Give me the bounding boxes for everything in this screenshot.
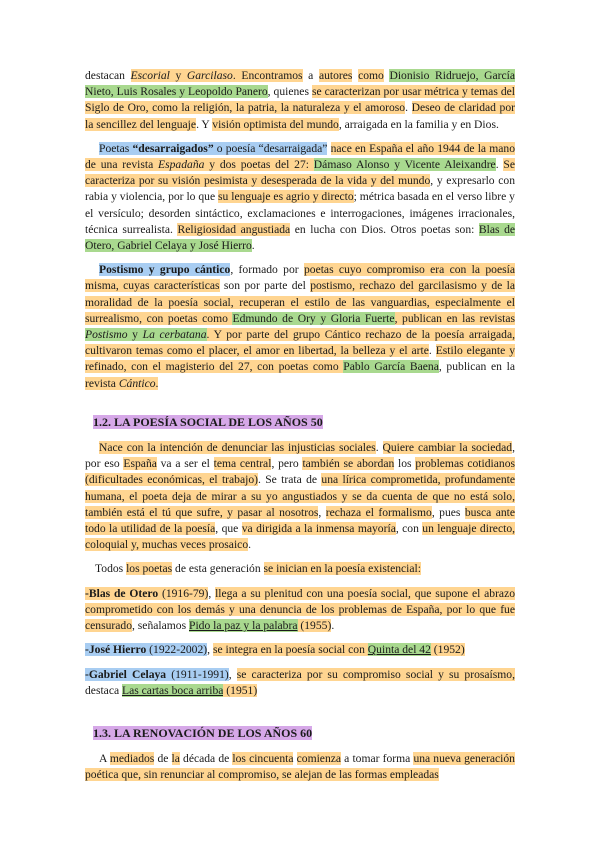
author-entry-jose-hierro <box>85 642 515 658</box>
heading-text: 1.2. LA POESÍA SOCIAL DE LOS AÑOS 50 <box>93 414 323 429</box>
highlight: Encontramos <box>241 69 303 82</box>
highlight: y dos poetas del 27: <box>204 158 314 172</box>
highlight: , publican en las revistas <box>394 311 515 325</box>
text: A <box>99 752 110 766</box>
text: . <box>170 222 178 236</box>
author-entry-blas-de-otero <box>85 586 515 635</box>
highlight: una nueva generación poética que, sin renunciar al compromiso, se alejan de las formas empleadas <box>85 752 515 782</box>
highlight: España <box>123 457 157 471</box>
work-title: Pido la paz y la palabra <box>189 619 298 633</box>
highlight-title-work: La cerbatana <box>142 328 207 342</box>
highlight: , rechazo del garcilasismo y de la moralidad de la poesía social, recuperan el estilo de las vanguardias, especialmente el surrealismo, con poetas como <box>85 279 515 325</box>
work-year: (1955) <box>297 619 332 633</box>
highlight: . <box>155 376 159 390</box>
paragraph-desarraigados <box>85 141 515 254</box>
highlight: comienza <box>296 752 342 766</box>
highlight: se caracterizan por usar métrica y temas del Siglo de Oro, como la religión, la patria, la naturaleza y el amoroso <box>85 85 515 115</box>
text: destaca <box>85 683 123 697</box>
text: en lucha con Dios. Otros poetas son: <box>290 222 479 236</box>
highlight-title-work: Postismo <box>85 328 128 342</box>
text: , señalamos <box>132 619 189 633</box>
highlight: y <box>169 69 187 82</box>
text: son por parte del <box>219 279 311 293</box>
highlight: revista <box>85 376 119 390</box>
work-year: (1952) <box>430 643 465 657</box>
highlight: Garcilaso <box>186 69 233 82</box>
author-name: -José Hierro <box>85 643 147 657</box>
text: , publican en la <box>438 360 515 374</box>
highlight: como <box>358 69 384 82</box>
paragraph-postismo <box>85 262 515 392</box>
highlight: Se caracteriza por su visión pesimista y desesperada de la vida y del mundo <box>85 158 516 188</box>
author-name: -Gabriel Celaya <box>85 667 167 681</box>
paragraph-poesia-social <box>85 440 515 553</box>
author-name: -Blas de Otero <box>85 586 159 600</box>
highlight: . Y por parte del grupo Cántico rechazo de la poesía arraigada, cultivaron temas como el placer, el amor en libertad, la belleza y el arte <box>85 328 515 358</box>
text: , arraigada en la familia y en Dios. <box>338 117 499 131</box>
paragraph-garcilasistas <box>85 68 515 133</box>
text: . <box>375 441 383 455</box>
highlight: visión optimista del mundo <box>212 117 339 131</box>
text: , pero <box>271 457 303 471</box>
highlight: postismo <box>310 279 353 293</box>
work-year: (1951) <box>223 683 258 697</box>
highlight: . <box>232 69 242 82</box>
text: Todos <box>95 562 127 576</box>
highlight: mediados <box>109 752 155 766</box>
text: , <box>207 643 213 657</box>
highlight-title: “desarraigados” <box>132 141 214 155</box>
text: , con <box>395 522 423 536</box>
highlight: problemas cotidianos (dificultades económicas, el trabajo) <box>85 457 516 487</box>
highlight: llega a su plenitud con una poesía social, que supone el abrazo comprometido con los demás y una denuncia de los problemas de España, por lo que fue censurado <box>85 586 516 633</box>
highlight: los cincuenta <box>232 752 294 766</box>
highlight: una lírica comprometida, profundamente humana, el poeta deja de mirar a su yo angustiados y se da cuenta de que no está solo, también está el tú que sufre, y pasar al nosotros <box>85 473 516 519</box>
highlight: Nace con la intención de denunciar las injusticias sociales <box>99 441 376 455</box>
text: los <box>394 457 416 471</box>
highlight: un lenguaje directo, coloquial y, muchas veces prosaico <box>85 522 516 552</box>
text: de <box>154 752 172 766</box>
text: a tomar forma <box>341 752 414 766</box>
highlight: Quiere cambiar la sociedad <box>382 441 513 455</box>
highlight: autores <box>318 69 353 82</box>
text: . <box>405 101 412 115</box>
text: destacan <box>85 69 131 82</box>
paragraph-poetas-existencial <box>85 561 515 577</box>
text: . <box>428 344 436 358</box>
highlight: Religiosidad angustiada <box>177 222 291 236</box>
highlight-authors: Blas de Otero, Gabriel Celaya y José Hierro <box>85 222 516 253</box>
text: . Y <box>196 117 213 131</box>
highlight: tema central <box>213 457 272 471</box>
highlight: Estilo elegante y refinado, con el magisterio del 27, con poetas como <box>85 344 515 374</box>
author-entry-gabriel-celaya <box>85 667 515 699</box>
text: , <box>228 667 237 681</box>
highlight: rechaza el formalismo <box>325 505 432 519</box>
highlight: poetas cuyo compromiso era con la poesía misma, cuyas características <box>85 263 516 293</box>
highlight-authors: Pablo García Baena <box>343 360 439 374</box>
text: , <box>208 586 216 600</box>
text: . Se trata de <box>258 473 322 487</box>
highlight: los poetas <box>126 562 173 576</box>
highlight: se integra en la poesía social con <box>212 643 368 657</box>
highlight-title: Poetas <box>99 141 133 155</box>
highlight: va dirigida a la inmensa mayoría <box>241 522 396 536</box>
author-years: (1911-1991) <box>166 667 229 681</box>
highlight: Espadaña <box>158 158 205 172</box>
highlight: su lenguaje es agrio y directo <box>218 190 354 204</box>
highlight: se caracteriza por su compromiso social y su prosaísmo, <box>236 667 515 681</box>
highlight: la <box>171 752 180 766</box>
highlight: se inician en la poesía existencial: <box>263 562 421 576</box>
work-title: Las cartas boca arriba <box>122 683 224 697</box>
highlight-title: Postismo y grupo cántico <box>99 263 231 277</box>
highlight-title-work: Cántico <box>118 376 156 390</box>
text: , que <box>215 522 242 536</box>
highlight: busca ante todo la utilidad de la poesía <box>85 505 516 536</box>
text: . <box>248 538 252 552</box>
text: , quienes <box>267 85 312 99</box>
highlight-authors: Edmundo de Ory y Gloria Fuerte <box>232 311 395 325</box>
text: , por eso <box>85 441 515 471</box>
text: ; métrica basada en el verso libre y el versículo; desorden sintáctico, exclamaciones e interrogaciones, imágenes irracionales, técnica surrealista <box>85 190 515 236</box>
text: . <box>251 239 255 253</box>
author-years: (1916-79) <box>158 586 209 600</box>
text: década de <box>179 752 233 766</box>
text: a <box>302 69 319 82</box>
heading-text: 1.3. LA RENOVACIÓN DE LOS AÑOS 60 <box>93 725 313 740</box>
highlight: nace en España el año 1944 de la mano de una revista <box>85 141 516 172</box>
text: . <box>331 619 335 633</box>
section-heading-social <box>93 414 515 430</box>
text: . <box>495 158 504 172</box>
highlight-authors: Dionisio Ridruejo, García Nieto, Luis Rosales y Leopoldo Panero <box>85 69 515 99</box>
section-heading-renovacion <box>93 725 515 741</box>
work-title: Quinta del 42 <box>367 643 431 657</box>
text: va a ser el <box>156 457 214 471</box>
highlight: Deseo de claridad por la sencillez del lenguaje <box>85 101 516 131</box>
highlight-title: o poesía “desarraigada” <box>213 141 328 155</box>
document-body <box>85 68 515 784</box>
author-years: (1922-2002) <box>146 643 208 657</box>
highlight-authors: Dámaso Alonso y Vicente Aleixandre <box>313 158 496 172</box>
text: , pues <box>431 505 465 519</box>
highlight: Escorial <box>130 69 170 82</box>
text: de esta generación <box>172 562 264 576</box>
paragraph-renovacion <box>85 751 515 783</box>
highlight: y <box>127 328 143 342</box>
text: , <box>318 505 326 519</box>
text: , formado por <box>230 263 304 277</box>
highlight: también se abordan <box>302 457 395 471</box>
text: , y expresarlo con rabia y violencia, por lo que <box>85 174 515 204</box>
